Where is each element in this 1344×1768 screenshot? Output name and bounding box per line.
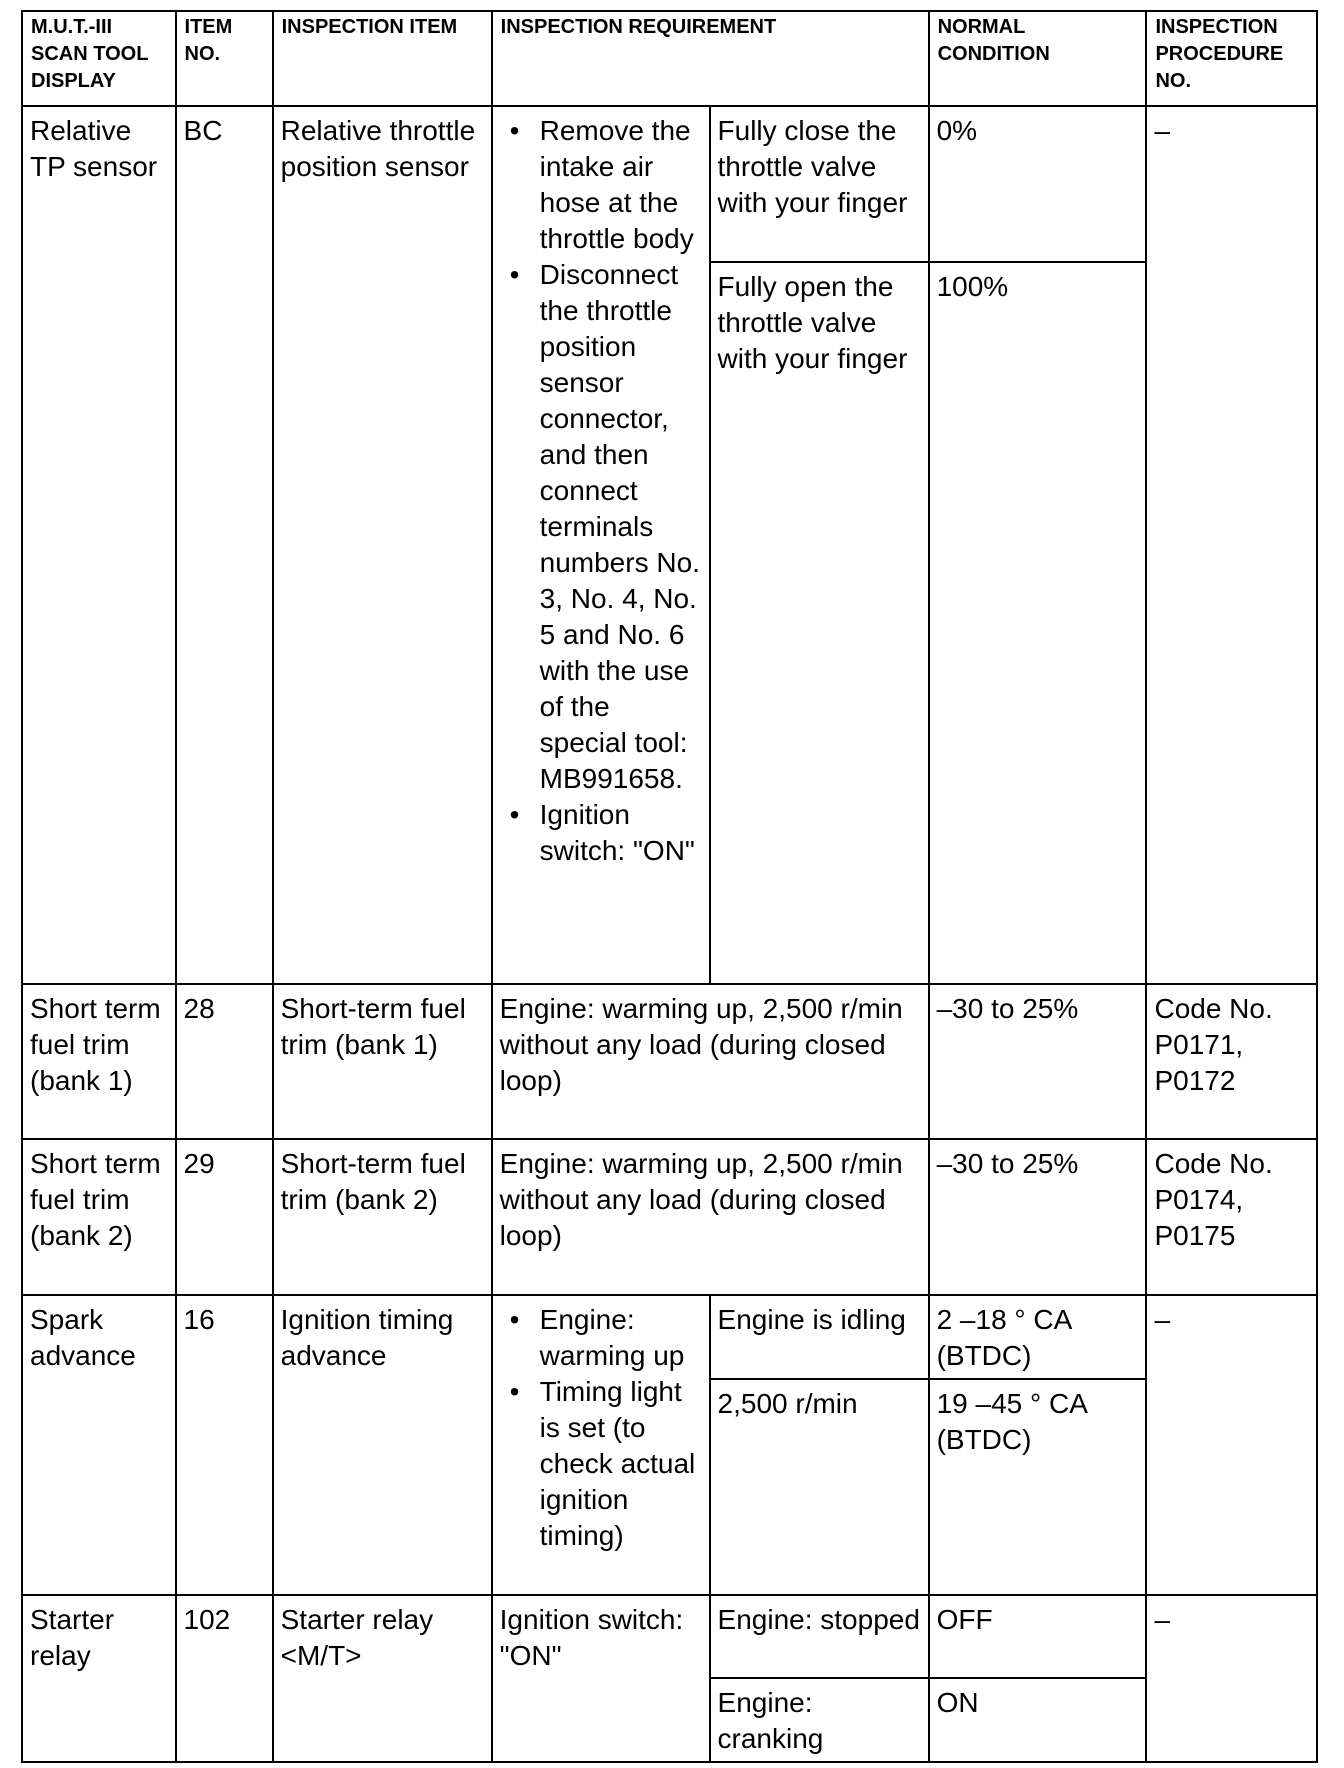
header-normal: NORMAL CONDITION (929, 11, 1147, 106)
row-item-no: 102 (176, 1595, 273, 1762)
row-requirement: Ignition switch: "ON" (492, 1595, 710, 1762)
row-requirement: Engine: warming up, 2,500 r/min without any load (during closed loop) (492, 984, 929, 1139)
row-item-no: 16 (176, 1295, 273, 1595)
table-row (22, 106, 1317, 262)
requirement-list (500, 1302, 702, 1554)
row-item-no: 28 (176, 984, 273, 1139)
row-item: Short-term fuel trim (bank 1) (273, 984, 492, 1139)
row-display: Short term fuel trim (bank 2) (22, 1139, 176, 1295)
condition-state: Engine: cranking (710, 1678, 929, 1762)
table-row (22, 1295, 1317, 1379)
row-requirement (492, 106, 710, 984)
requirement-list (500, 113, 702, 869)
condition-state: Engine is idling (710, 1295, 929, 1379)
condition-normal: OFF (929, 1595, 1147, 1678)
row-requirement: Engine: warming up, 2,500 r/min without any load (during closed loop) (492, 1139, 929, 1295)
row-item: Ignition timing advance (273, 1295, 492, 1595)
header-item: INSPECTION ITEM (273, 11, 492, 106)
table-row (22, 1139, 1317, 1295)
row-item: Short-term fuel trim (bank 2) (273, 1139, 492, 1295)
condition-normal: 100% (929, 262, 1147, 984)
condition-state: 2,500 r/min (710, 1379, 929, 1595)
requirement-bullet: • Disconnect the throttle position sensor connector, and then connect terminals numbers No. 3, No. 4, No. 5 and No. 6 with the use of the special tool: MB991658. (540, 257, 702, 797)
header-display: M.U.T.-III SCAN TOOL DISPLAY (22, 11, 176, 106)
requirement-bullet: • Engine: warming up (540, 1302, 702, 1374)
row-item: Relative throttle position sensor (273, 106, 492, 984)
row-display: Starter relay (22, 1595, 176, 1762)
condition-state: Engine: stopped (710, 1595, 929, 1678)
table-row (22, 984, 1317, 1139)
requirement-bullet: • Ignition switch: "ON" (540, 797, 702, 869)
row-requirement (492, 1295, 710, 1595)
condition-normal: 0% (929, 106, 1147, 262)
row-item: Starter relay <M/T> (273, 1595, 492, 1762)
condition-normal: 19 –45 ° CA (BTDC) (929, 1379, 1147, 1595)
row-display: Relative TP sensor (22, 106, 176, 984)
row-item-no: BC (176, 106, 273, 984)
condition-normal: 2 –18 ° CA (BTDC) (929, 1295, 1147, 1379)
row-normal: –30 to 25% (929, 1139, 1147, 1295)
header-procedure: INSPECTION PROCEDURE NO. (1146, 11, 1317, 106)
row-normal: –30 to 25% (929, 984, 1147, 1139)
condition-normal: ON (929, 1678, 1147, 1762)
inspection-table (21, 10, 1318, 1763)
row-procedure: – (1146, 106, 1317, 984)
row-item-no: 29 (176, 1139, 273, 1295)
header-item-no: ITEM NO. (176, 11, 273, 106)
header-requirement: INSPECTION REQUIREMENT (492, 11, 929, 106)
condition-state: Fully open the throttle valve with your finger (710, 262, 929, 984)
condition-state: Fully close the throttle valve with your finger (710, 106, 929, 262)
row-display: Spark advance (22, 1295, 176, 1595)
requirement-bullet: • Timing light is set (to check actual ignition timing) (540, 1374, 702, 1554)
header-row (22, 11, 1317, 106)
row-procedure: – (1146, 1595, 1317, 1762)
row-procedure: – (1146, 1295, 1317, 1595)
table-row (22, 1595, 1317, 1678)
row-display: Short term fuel trim (bank 1) (22, 984, 176, 1139)
row-procedure: Code No. P0174, P0175 (1146, 1139, 1317, 1295)
requirement-bullet: • Remove the intake air hose at the throttle body (540, 113, 702, 257)
row-procedure: Code No. P0171, P0172 (1146, 984, 1317, 1139)
